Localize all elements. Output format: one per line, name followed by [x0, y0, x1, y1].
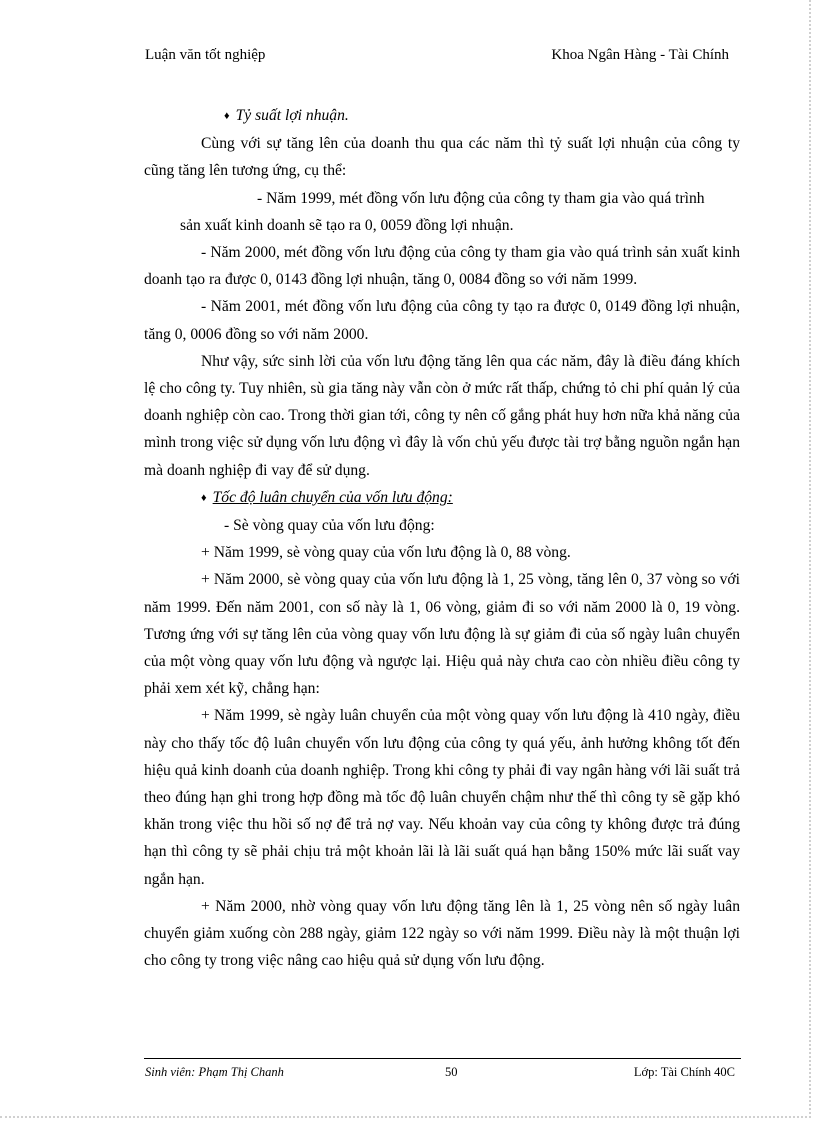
header-faculty: Khoa Ngân Hàng - Tài Chính: [551, 47, 729, 63]
footer-divider: [144, 1058, 741, 1059]
paragraph: + Năm 1999, sè vòng quay của vốn lưu động là 0, 88 vòng.: [201, 544, 571, 562]
heading-text: Tốc độ luân chuyển của vốn lưu động:: [212, 488, 453, 506]
heading-text: Tỷ suất lợi nhuận.: [235, 107, 349, 124]
footer-class: Lớp: Tài Chính 40C: [633, 1065, 735, 1079]
paragraph: Cùng với sự tăng lên của doanh thu qua các năm thì tỷ suất lợi nhuận của công ty cũng tăng lên tương ứng, cụ thể:: [144, 135, 740, 180]
page-header: [145, 47, 729, 67]
paragraph: Như vậy, sức sinh lời của vốn lưu động tăng lên qua các năm, đây là điều đáng khích lệ cho công ty. Tuy nhiên, sù gia tăng này vẫn còn ở mức rất thấp, chứng tỏ chi phí quản lý của doanh nghiệp còn cao. Trong thời gian tới, công ty nên cố gắng phát huy hơn nữa khả năng của mình trong việc sử dụng vốn lưu động vì đây là vốn chủ yếu được tài trợ bằng nguồn ngắn hạn mà doanh nghiệp đi vay để sử dụng.: [144, 352, 740, 479]
paragraph: - Năm 1999, mét đồng vốn lưu động của công ty tham gia vào quá trình: [257, 189, 705, 207]
paragraph: + Năm 2000, sè vòng quay của vốn lưu động là 1, 25 vòng, tăng lên 0, 37 vòng so với năm 1999. Đến năm 2001, con số này là 1, 06 vòng, giảm đi so với năm 2000 là 0, 19 vòng. Tương ứng với sự tăng lên của vòng quay vốn lưu động là sự giảm đi của số ngày luân chuyển của một vòng quay vốn lưu động và ngược lại. Hiệu quả này chưa cao còn nhiều điều công ty phải xem xét kỹ, chẳng hạn:: [144, 571, 740, 698]
footer-student-name: Sinh viên: Phạm Thị Chanh: [145, 1065, 284, 1079]
header-thesis-title: Luận văn tốt nghiệp: [145, 47, 266, 63]
document-body: [144, 102, 740, 975]
paragraph: - Sè vòng quay của vốn lưu động:: [224, 517, 435, 535]
section-heading-turnover: [144, 484, 740, 512]
paragraph: sản xuất kinh doanh sẽ tạo ra 0, 0059 đồng lợi nhuận.: [180, 216, 514, 234]
paragraph: - Năm 2000, mét đồng vốn lưu động của công ty tham gia vào quá trình sản xuất kinh doanh tạo ra được 0, 0143 đồng lợi nhuận, tăng 0, 0084 đồng so với năm 1999.: [144, 244, 740, 289]
paragraph: + Năm 2000, nhờ vòng quay vốn lưu động tăng lên là 1, 25 vòng nên số ngày luân chuyển giảm xuống còn 288 ngày, giảm 122 ngày so với năm 1999. Điều này là một thuận lợi cho công ty trong việc nâng cao hiệu quả sử dụng vốn lưu động.: [144, 897, 740, 970]
paragraph: + Năm 1999, sè ngày luân chuyển của một vòng quay vốn lưu động là 410 ngày, điều này cho thấy tốc độ luân chuyển vốn lưu động của công ty quá yếu, ảnh hưởng không tốt đến hiệu quả kinh doanh của doanh nghiệp. Trong khi công ty phải đi vay ngân hàng với lãi suất trả theo đúng hạn ghi trong hợp đồng mà tốc độ luân chuyển chậm như thế thì công ty sẽ gặp khó khăn trong việc thu hồi số nợ để trả nợ vay. Nếu khoản vay của công ty không được trả đúng hạn thì công ty sẽ phải chịu trả một khoản lãi là lãi suất quá hạn bằng 150% mức lãi suất vay ngắn hạn.: [144, 707, 740, 888]
page-footer: [145, 1065, 735, 1083]
paragraph: - Năm 2001, mét đồng vốn lưu động của công ty tạo ra được 0, 0149 đồng lợi nhuận, tăng 0, 0006 đồng so với năm 2000.: [144, 298, 740, 343]
page-number: 50: [445, 1065, 458, 1079]
section-heading-profit-rate: [144, 102, 740, 130]
diamond-bullet-icon: ♦: [201, 491, 207, 504]
diamond-bullet-icon: ♦: [224, 110, 230, 122]
